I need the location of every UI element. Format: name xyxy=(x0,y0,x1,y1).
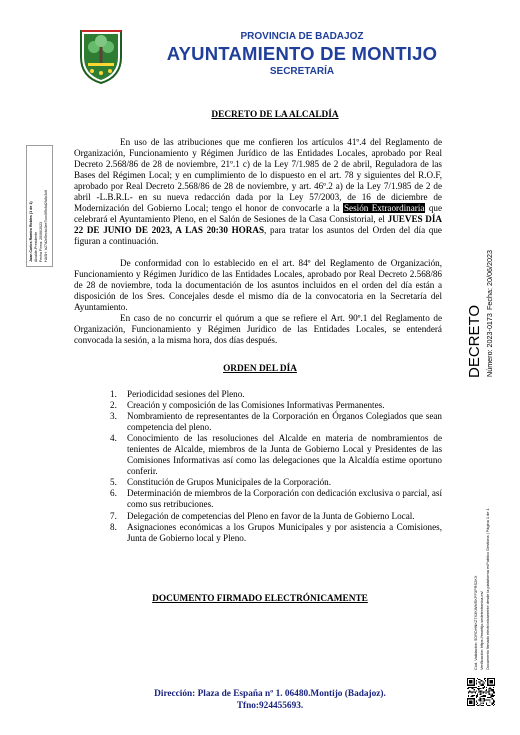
paragraph-1-middle: que celebrará el Ayuntamiento Pleno, en el Salón de Sesiones de la Casa Consistorial, el xyxy=(74,203,443,225)
decreto-numero: Número: 2023-0173 xyxy=(485,313,494,377)
decreto-label: DECRETO xyxy=(466,304,483,378)
signed-notice: DOCUMENTO FIRMADO ELECTRÓNICAMENTE xyxy=(152,594,368,604)
agenda-item-number: 2. xyxy=(110,400,117,411)
verification-code: Cód. Validación: 5DRDHNKZ7X3KWMSKPF3PRS2KX xyxy=(473,575,478,670)
electronic-signature-note: Documento firmado electrónicamente desde la plataforma esPublico Gestiona | Página 1 de 1 xyxy=(485,508,490,670)
agenda-item xyxy=(110,488,442,510)
paragraph-1 xyxy=(74,137,442,247)
orden-del-dia-title: ORDEN DEL DÍA xyxy=(223,364,297,374)
paragraph-3: En caso de no concurrir el quórum a que se refiere el Art. 90º.1 del Reglamento de Organización, Funcionamiento y Régimen Jurídico de las Entidades Locales, se entenderá convocada la sesión, a la misma hora, dos días después. xyxy=(74,313,442,346)
header-ayuntamiento: AYUNTAMIENTO DE MONTIJO xyxy=(166,43,438,64)
session-type-highlight: Sesión Extraordinaria xyxy=(343,203,425,214)
agenda-item-number: 1. xyxy=(110,389,117,399)
decree-title: DECRETO DE LA ALCALDÍA xyxy=(211,110,339,120)
agenda-item-number: 7. xyxy=(110,510,117,521)
agenda-item-number: 3. xyxy=(110,411,117,422)
agenda-item-text: Creación y composición de las Comisiones Informativas Permanentes. xyxy=(127,400,385,411)
agenda-item-text: Nombramiento de representantes de la Corporación en Órganos Colegiados que sean competencia del pleno. xyxy=(127,411,442,433)
paragraph-2: De conformidad con lo establecido en el art. 84º del Reglamento de Organización, Funcionamiento y Régimen Jurídico de las Entidades Locales, aprobado por Real Decreto 2.568/86 de 28 de noviembre, toda la documentación de los asuntos incluidos en el orden del día están a disposición de los Sres. Concejales desde el mismo día de la convocatoria en la Secretaría del Ayuntamiento. xyxy=(74,258,442,313)
agenda-item xyxy=(110,400,442,411)
signature-date: Fecha Firma: 20/06/2023 xyxy=(39,221,43,262)
agenda-item-number: 8. xyxy=(110,521,117,532)
agenda-item-text: Periodicidad sesiones del Pleno. xyxy=(127,389,245,399)
agenda-item xyxy=(110,522,442,544)
agenda-item xyxy=(110,411,442,433)
paragraph-1-end: , para tratar los asuntos del Orden del día que figuran a continuación. xyxy=(74,225,442,247)
agenda-item-text: Asignaciones económicas a los Grupos Municipales y por asistencia a Comisiones, Junta de Gobierno local y Pleno. xyxy=(127,521,442,543)
agenda-item-text: Conocimiento de las resoluciones del Alcalde en materia de nombramientos de tenientes de Alcalde, miembros de la Junta de Gobierno Local y Presidentes de las Comisiones Informativas así como las delegaciones que la Alcaldía estime oportuno conferir. xyxy=(127,433,442,477)
qr-code-icon[interactable] xyxy=(467,678,495,706)
verification-url[interactable]: Verificación: https://montijo.sedelectronica.es/ xyxy=(479,591,484,670)
paragraph-1-text: En uso de las atribuciones que me confieren los artículos 41º.4 del Reglamento de Organización, Funcionamiento y Régimen Jurídico de las Entidades Locales, aprobado por Real Decreto 2.568/86 de 28 de noviembre, 21º.1 c) de la Ley 7/1.985 de 2 de abril, Reguladora de las Bases del Régimen Local; y en cumplimiento de lo dispuesto en el art. 78 y siguientes del R.O.F, aprobado por Real Decreto 2.568/86 de 28 de noviembre, y art. 46º.2 a) de la Ley 7/1.985 de 2 de abril -L.B.R.L- en su nueva redacción dada por la Ley 57/2003, de 16 de diciembre de Modernización del Gobierno Local; tengo el honor de convocarle a la xyxy=(74,137,442,214)
coat-of-arms-logo xyxy=(78,27,124,85)
footer-phone: Tfno:924455693. xyxy=(236,701,304,711)
footer-address: Dirección: Plaza de España nº 1. 06480.Montijo (Badajoz). xyxy=(154,689,386,699)
agenda-item-number: 5. xyxy=(110,477,117,488)
signer-role: Alcalde-Presidente xyxy=(34,231,38,262)
signer-name: Juan Carlos Ramiro Robles (1 de 1) xyxy=(29,201,33,262)
agenda-item-text: Delegación de competencias del Pleno en favor de la Junta de Gobierno Local. xyxy=(127,510,415,521)
agenda-item xyxy=(110,511,442,522)
signature-hash: HASH: b27d2e5ecbc3ee7ccc0f5c6d2fc8c3c6 xyxy=(44,189,48,262)
session-date-bold: JUEVES DÍA 22 DE JUNIO DE 2023, A LAS 20:30 HORAS xyxy=(74,214,443,236)
agenda-item xyxy=(110,477,442,488)
agenda-item xyxy=(110,433,442,477)
agenda-item-number: 6. xyxy=(110,488,117,499)
header-provincia: PROVINCIA DE BADAJOZ xyxy=(240,31,364,42)
agenda-list xyxy=(110,389,442,544)
agenda-item xyxy=(110,389,442,400)
agenda-item-text: Constitución de Grupos Municipales de la Corporación. xyxy=(127,477,332,488)
agenda-item-number: 4. xyxy=(110,433,117,444)
agenda-item-text: Determinación de miembros de la Corporación con dedicación exclusiva o parcial, así como sus retribuciones. xyxy=(127,488,442,510)
header-secretaria: SECRETARÍA xyxy=(269,66,335,77)
decreto-fecha: Fecha: 20/06/2023 xyxy=(485,250,494,310)
